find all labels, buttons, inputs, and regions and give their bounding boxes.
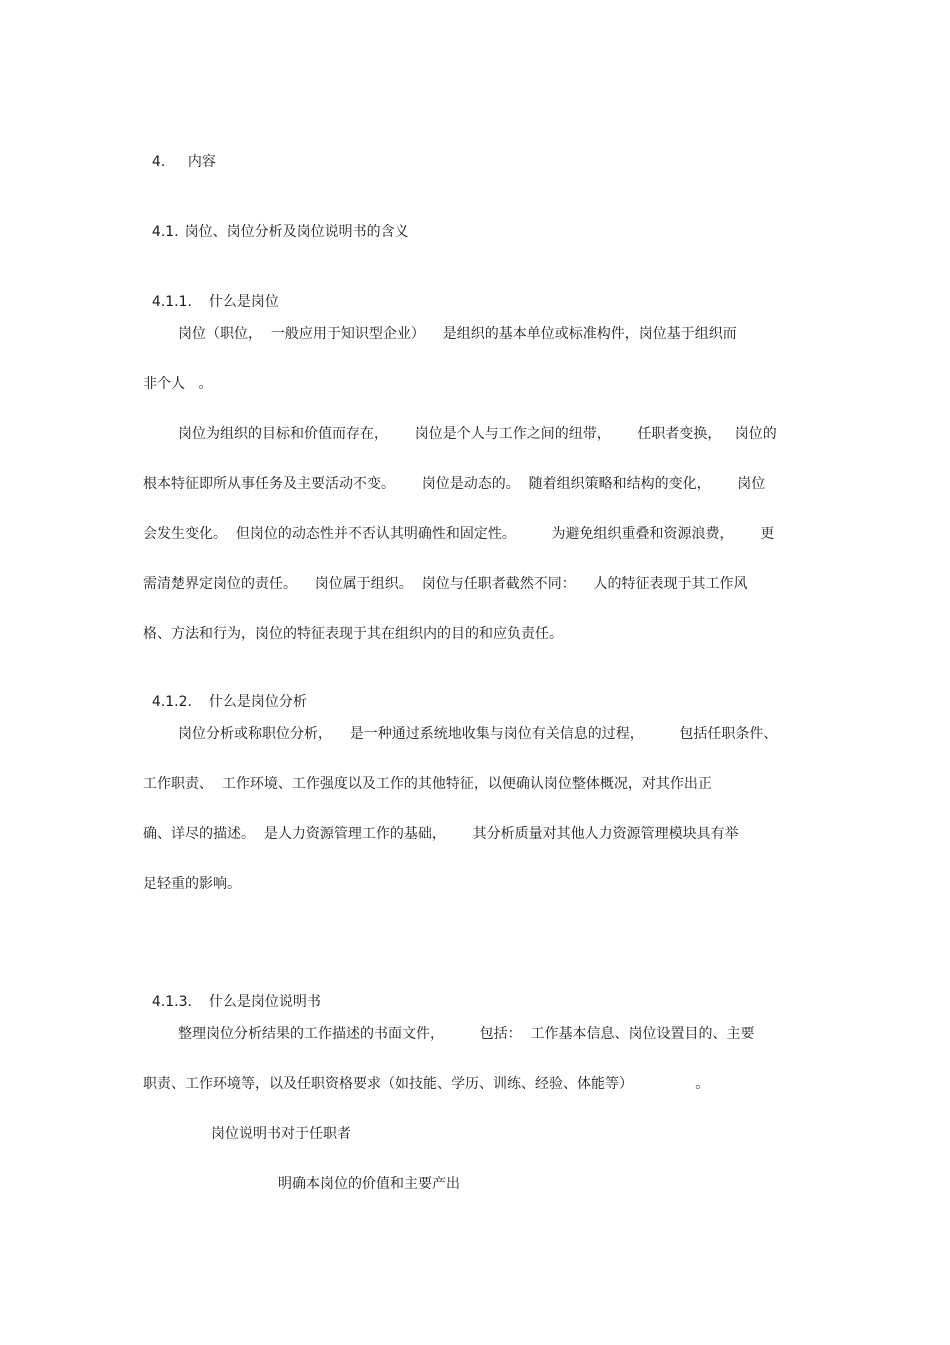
section-title: 内容: [187, 154, 216, 170]
s411-p2-line5: 格、方法和行为，岗位的特征表现于其在组织内的目的和应负责任。: [143, 626, 563, 642]
s412-p1-line3: 确、详尽的描述。 是人力资源管理工作的基础， 其分析质量对其他人力资源管理模块具有举: [143, 826, 739, 842]
section-number: 4.: [151, 154, 166, 170]
s413-number: 4.1.3.: [151, 994, 192, 1010]
subsection-title: 岗位、岗位分析及岗位说明书的含义: [184, 224, 409, 240]
s412-title: 什么是岗位分析: [208, 694, 307, 710]
s413-heading: [143, 975, 321, 1011]
subsection-number: 4.1.: [151, 224, 179, 240]
s411-p1-line1: 岗位（职位， 一般应用于知识型企业） 是组织的基本单位或标准构件，岗位基于组织而: [178, 326, 737, 342]
s412-p1-line4: 足轻重的影响。: [143, 876, 241, 892]
s413-p1-line2: 职责、工作环境等，以及任职资格要求（如技能、学历、训练、经验、体能等） 。: [143, 1076, 710, 1092]
s413-title: 什么是岗位说明书: [208, 994, 321, 1010]
s412-heading: [143, 675, 307, 711]
s411-p2-line2: 根本特征即所从事任务及主要活动不变。 岗位是动态的。 随着组织策略和结构的变化， 岗位: [143, 476, 766, 492]
s411-p2-line3: 会发生变化。 但岗位的动态性并不否认其明确性和固定性。 为避免组织重叠和资源浪费， 更: [143, 526, 775, 542]
s413-sub-item: 明确本岗位的价值和主要产出: [278, 1176, 460, 1192]
s411-p2-line4: 需清楚界定岗位的责任。 岗位属于组织。 岗位与任职者截然不同： 人的特征表现于其工作风: [143, 576, 748, 592]
s412-number: 4.1.2.: [151, 694, 192, 710]
s411-p2-line1: 岗位为组织的目标和价值而存在， 岗位是个人与工作之间的纽带， 任职者变换， 岗位的: [178, 426, 777, 442]
s411-p1-line2: 非个人 。: [143, 376, 213, 392]
s412-p1-line2: 工作职责、 工作环境、工作强度以及工作的其他特征，以便确认岗位整体概况，对其作出正: [143, 776, 712, 792]
s411-heading: [143, 275, 279, 311]
section-heading: [143, 135, 216, 171]
s412-p1-line1: 岗位分析或称职位分析， 是一种通过系统地收集与岗位有关信息的过程， 包括任职条件、: [178, 726, 778, 742]
s413-sub-heading: 岗位说明书对于任职者: [211, 1126, 351, 1142]
s411-title: 什么是岗位: [208, 294, 279, 310]
subsection-heading: [143, 205, 409, 241]
s413-p1-line1: 整理岗位分析结果的工作描述的书面文件， 包括： 工作基本信息、岗位设置目的、主要: [178, 1026, 755, 1042]
s411-number: 4.1.1.: [151, 294, 192, 310]
